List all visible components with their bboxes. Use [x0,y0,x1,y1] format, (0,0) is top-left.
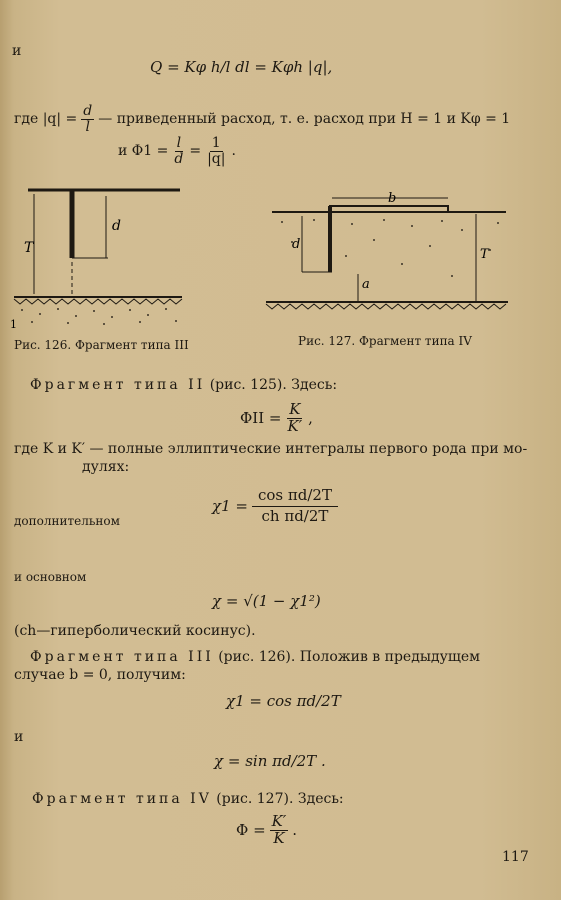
chi1-lhs: χ1 = [212,497,248,516]
fraction-denominator: |q| [207,150,226,167]
definition-q-prefix: где |q| = [14,111,78,128]
fig127-caption: Рис. 127. Фрагмент типа IV [298,334,472,348]
comma: , [308,409,313,428]
fraction-denominator: l [85,118,90,135]
fraction-denominator: ch πd/2T [261,506,329,525]
fraction-cos-over-ch [252,486,338,527]
formula-phi-ii [240,402,313,435]
figure-126 [10,182,185,332]
fig127-label-a: a [362,277,370,292]
fig126-soil-dots [21,308,177,325]
fig126-caption: Рис. 126. Фрагмент типа III [14,338,189,352]
fragment-iii-line-2: случае b = 0, получим: [14,667,186,683]
fraction-k-over-kprime [285,402,304,435]
period: . [231,143,236,160]
ch-note: (ch—гиперболический косинус). [14,623,256,639]
period: . [292,821,298,840]
fraction-kprime-over-k [270,814,289,847]
equals-sign: = [189,143,202,160]
definition-q-text: — приведенный расход, т. е. расход при H = 1 и Kφ = 1 [98,111,511,128]
fraction-numerator: d [83,103,93,119]
formula-chi-main: χ = √(1 − χ1²) [212,592,321,610]
fraction-1-over-q [205,136,227,166]
fragment-iv-heading [32,790,344,808]
fig127-label-d: d [292,237,301,252]
phi1-line [118,136,236,166]
fraction-numerator: cos πd/2T [252,486,338,507]
fraction-denominator: K [273,828,285,847]
and-word-2: и [14,729,24,745]
formula-phi-iv [236,814,297,847]
fraction-numerator: 1 [211,135,221,151]
figure-127 [262,190,512,320]
fraction-denominator: d [174,150,184,167]
additional-label: дополнительном [14,514,120,528]
fraction-l-over-d [172,136,185,166]
fragment-ii-spaced: Фрагмент типа II [30,377,206,393]
fragment-iii-spaced: Фрагмент типа III [30,649,214,665]
fig126-label-d: d [112,218,121,234]
where-k-line-2: дулях: [82,459,130,475]
formula-chi1 [212,486,338,527]
fragment-iii-rest: (рис. 126). Положив в предыдущем [218,649,481,665]
fig126-label-1: 1 [10,318,17,331]
definition-q-line [14,104,510,134]
fragment-iv-spaced: Фрагмент типа IV [32,791,212,807]
fig127-soil-dots [281,219,499,277]
fig126-label-T: T [24,240,34,256]
fig127-label-T: T [480,247,489,262]
main-label: и основном [14,570,87,584]
where-k-line-1: где K и K′ — полные эллиптические интегралы первого рода при мо- [14,441,528,457]
fraction-d-over-l [81,104,94,134]
and-word: и [12,43,22,59]
fraction-numerator: l [176,135,182,151]
fig127-apron [330,206,448,212]
page-number: 117 [502,849,529,865]
fragment-ii-rest: (рис. 125). Здесь: [209,377,338,393]
fig127-ground-hatch [266,304,506,309]
fraction-denominator: K′ [287,416,303,435]
fig127-label-b: b [388,191,397,206]
fragment-iii-heading [30,648,480,666]
fraction-numerator: K′ [271,812,287,830]
fragment-ii-heading [30,376,337,394]
fraction-numerator: K [289,400,301,418]
phi-ii-lhs: ΦII = [240,409,282,428]
fragment-iv-rest: (рис. 127). Здесь: [216,791,344,807]
formula-q: Q = Kφ h/l dl = Kφh |q|, [150,58,333,76]
phi1-prefix: и Φ1 = [118,143,169,160]
formula-chi1-cos: χ1 = cos πd/2T [226,692,341,710]
phi-iv-lhs: Φ = [236,821,266,840]
formula-chi-sin: χ = sin πd/2T . [214,752,326,770]
fig126-ground-hatch [14,299,182,304]
